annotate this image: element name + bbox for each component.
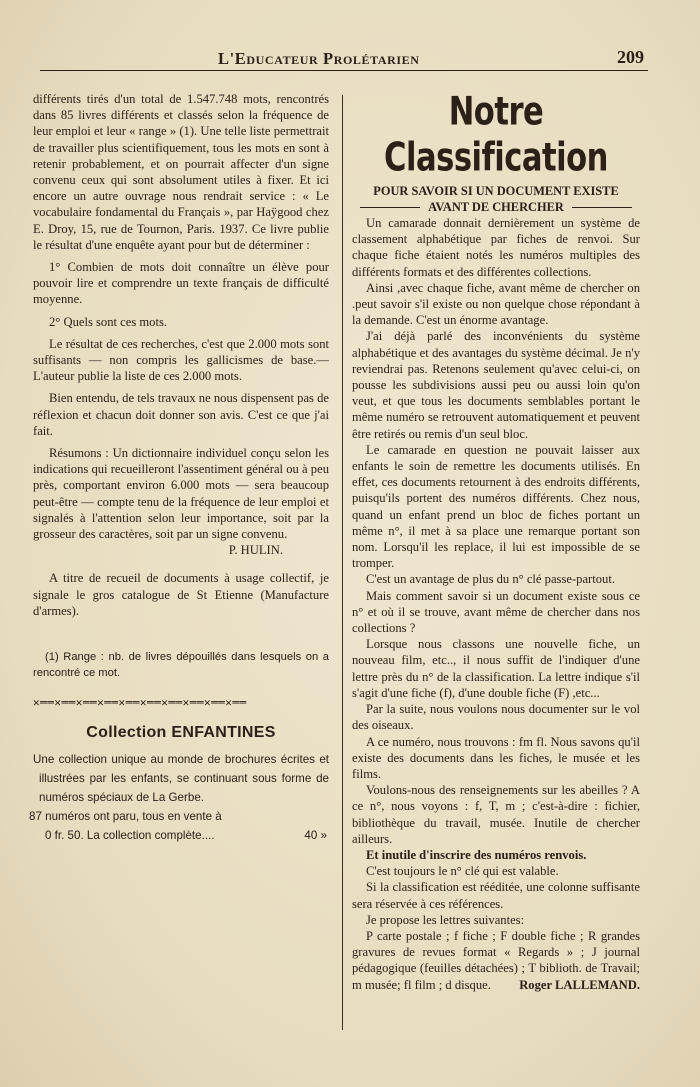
box-price-line bbox=[33, 826, 329, 845]
paragraph: C'est toujours le n° clé qui est valable. bbox=[366, 864, 559, 879]
paragraph: Je propose les lettres suivantes: bbox=[366, 912, 525, 927]
subtitle-text: AVANT DE CHERCHER bbox=[428, 200, 564, 214]
paragraph: Mais comment savoir si un document existe sous ce n° et où il se trouve, avant même de chercher dans nos collections ? bbox=[352, 588, 640, 636]
paragraph: Voulons-nous des renseignements sur les abeilles ? A ce n°, nous voyons : f, T, m ; c'est-à-dire : fichier, bibliothèque du travail, musée. Inutile de chercher ailleurs. bbox=[352, 783, 640, 846]
box-availability: 87 numéros ont paru, tous en vente à bbox=[29, 809, 222, 823]
author-signature: Roger LALLEMAND. bbox=[519, 977, 640, 992]
letter-legend: P carte postale ; f fiche ; F double fiche ; R grandes gravures de revues format « Regards » ; J journal pédagogique (feuilles détachées) ; T biblioth. de Travail; m musée; fl film ; d disque. bbox=[352, 928, 640, 992]
footnote: (1) Range : nb. de livres dépouillés dans lesquels on a rencontré ce mot. bbox=[33, 651, 329, 680]
subtitle-rule-right bbox=[572, 207, 632, 208]
box-price-value: 40 » bbox=[304, 828, 327, 842]
paragraph: Lorsque nous classons une nouvelle fiche, un nouveau film, etc.., il nous suffit de l'indiquer d'une lettre près du n° de la classification. La lettre indique s'il s'agit d'une fiche (f), d'une double fiche (F) ,etc... bbox=[352, 637, 640, 700]
article-subtitle-line-2 bbox=[352, 199, 640, 215]
article-title: Notre Classification bbox=[384, 89, 608, 181]
paragraph: 1° Combien de mots doit connaître un élève pour pouvoir lire et comprendre un texte français de difficulté moyenne. bbox=[33, 260, 329, 307]
paragraph: Le camarade en question ne pouvait laisser aux enfants le soin de remettre les documents utilisés. En effet, ces documents retournent à des endroits différents, puisqu'ils portent des numéros différents. Chez nous, quand un enfant prend un bloc de fiches portant un même n°, il met à sa place une remarque portant son nom. Lorsqu'il les replace, il lui est impossible de se tromper. bbox=[352, 442, 640, 571]
paragraph-emphasis: Et inutile d'inscrire des numéros renvois. bbox=[366, 847, 587, 862]
signature-line bbox=[33, 542, 329, 558]
subtitle-rule-left bbox=[360, 207, 420, 208]
paragraph: A ce numéro, nous trouvons : fm fl. Nous savons qu'il existe des documents dans les fiches, le musée et les films. bbox=[352, 734, 640, 781]
paragraph: Ainsi ,avec chaque fiche, avant même de chercher on .peut savoir s'il existe ou non quelque chose répondant à la demande. C'est un énorme avantage. bbox=[352, 280, 640, 328]
paragraph: J'ai déjà parlé des inconvénients du système alphabétique et des avantages du système décimal. Je n'y reviendrai pas. Retenons seulement qu'avec celui-ci, on pousse les subdivisions aussi peu ou aussi loin qu'on veut, et que tous les documents semblables portant le même numéro se retrouvent automatiquement et peuvent être retirés ou remis d'un seul bloc. bbox=[352, 329, 640, 441]
author-signature: P. HULIN. bbox=[228, 543, 283, 558]
running-title: L'Educateur Prolétarien bbox=[218, 49, 420, 68]
paragraph: différents tirés d'un total de 1.547.748 mots, rencontrés dans 85 livres différents et classés selon la fréquence de leur emploi et leur « range » (1). Une telle liste permettrait de travailler plus scientifiquement, tous les mots en sont à retenir probablement, et on pourrait affecter d'un signe convenu ceux qui sont absolument utiles à fixer. Et ici encore un autre ouvrage nous rendrait service : « Le vocabulaire fondamental du Français », par Haÿgood chez E. Droy, 15, rue de Tournon, Paris. 1937. Ce livre publie le résultat d'une enquête ayant pour but de déterminer : bbox=[33, 92, 329, 252]
paragraph: 2° Quels sont ces mots. bbox=[49, 314, 168, 329]
page-number: 209 bbox=[617, 47, 644, 67]
paragraph: Le résultat de ces recherches, c'est que 2.000 mots sont suffisants — non compris les gallicismes de base.— L'auteur publie la liste de ces 2.000 mots. bbox=[33, 336, 329, 384]
paragraph: Bien entendu, de tels travaux ne nous dispensent pas de réflexion et chacun doit donner son avis. C'est ce que j'ai fait. bbox=[33, 391, 329, 438]
paragraph: Un camarade donnait dernièrement un système de classement alphabétique par fiches de renvoi. Sur chaque fiche étaient notés les numéros multiples des différents formats et des différentes collections. bbox=[352, 216, 640, 279]
paragraph: C'est un avantage de plus du n° clé passe-partout. bbox=[366, 572, 615, 587]
right-column bbox=[352, 91, 640, 993]
box-description: Une collection unique au monde de brochures écrites et illustrées par les enfants, se continuant sous forme de numéros spéciaux de La Gerbe. bbox=[33, 752, 329, 804]
paragraph: Si la classification est rééditée, une colonne suffisante sera réservée à ces références. bbox=[352, 880, 640, 911]
left-column bbox=[29, 91, 329, 845]
paragraph: Résumons : Un dictionnaire individuel conçu selon les indications qui recueilleront l'assentiment général ou à peu près, comportant environ 6.000 mots — sera beaucoup peut-être — compte tenu de la fréquence de leur emploi et signalés à l'attention selon leur importance, soit par la grosseur des caractères, soit par un signe convenu. bbox=[33, 446, 329, 542]
paragraph: A titre de recueil de documents à usage collectif, je signale le gros catalogue de St Etienne (Manufacture d'armes). bbox=[33, 571, 329, 618]
column-divider bbox=[342, 95, 343, 1030]
box-text bbox=[29, 750, 329, 845]
article-subtitle: POUR SAVOIR SI UN DOCUMENT EXISTE bbox=[373, 184, 619, 198]
ornamental-divider: ✕══✕══✕══✕══✕══✕══✕══✕══✕══✕══ bbox=[33, 696, 247, 710]
paragraph: Par la suite, nous voulons nous documenter sur le vol des oiseaux. bbox=[352, 702, 640, 733]
box-title: Collection ENFANTINES bbox=[86, 724, 276, 742]
box-price-label: 0 fr. 50. La collection complète.... bbox=[45, 828, 215, 842]
page-header bbox=[40, 44, 648, 70]
header-rule bbox=[40, 70, 648, 71]
